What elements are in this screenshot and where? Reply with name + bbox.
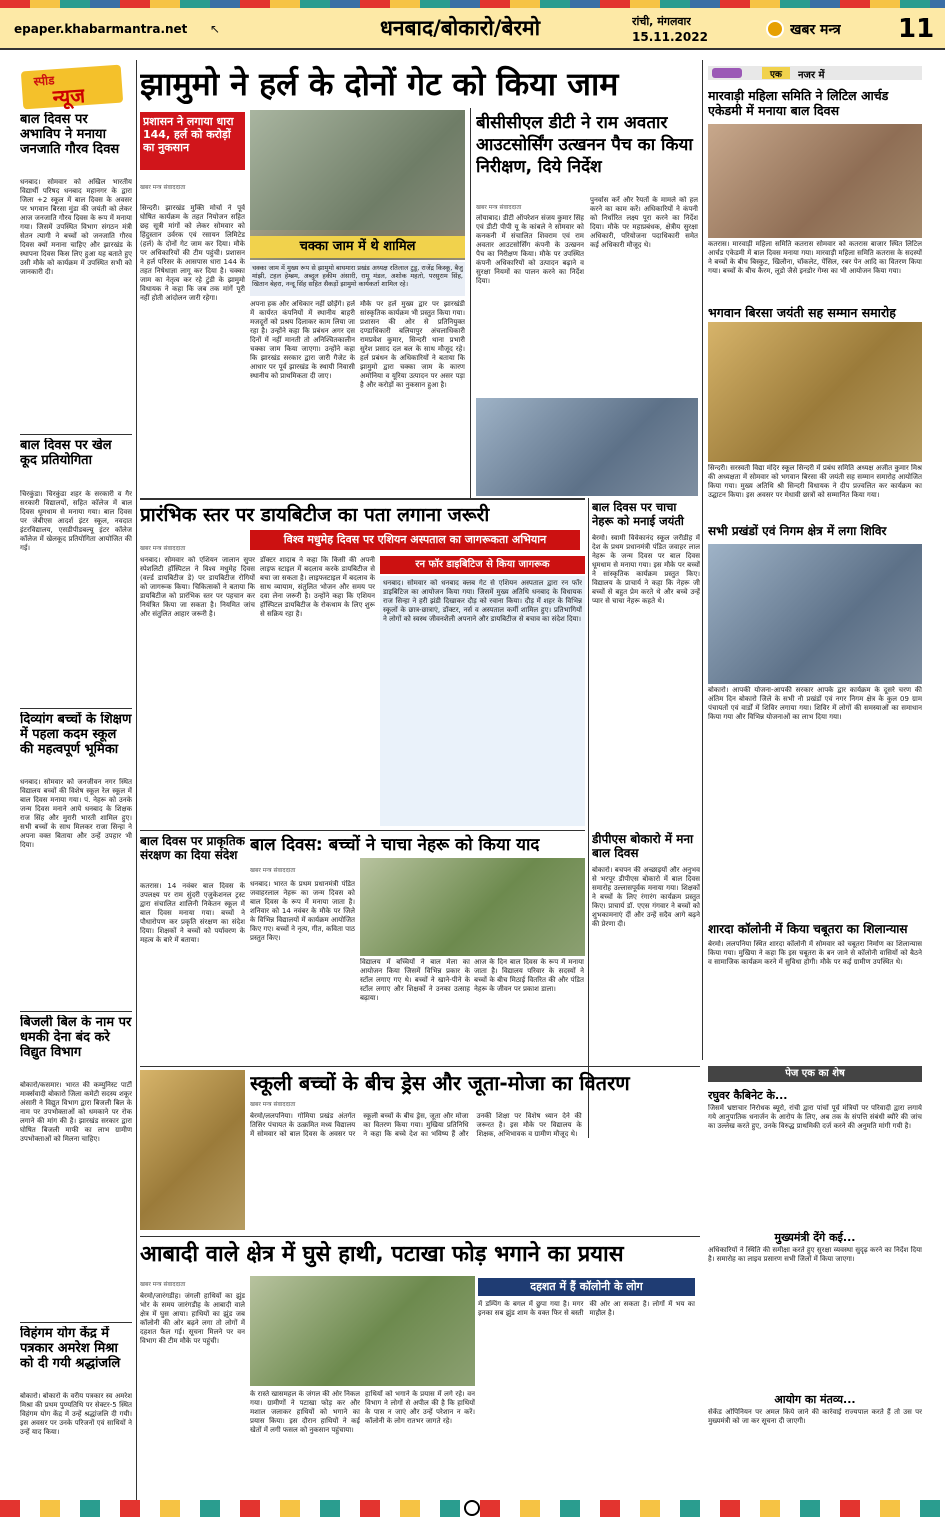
diabetes-body-col2: डॉक्टर शादाब ने कहा कि किसी की अपनी लाइफ स्टाइल में बदलाव करके डायबिटीज से बचा जा सकता है। लाइफस्टाइल में बदलाव के साथ व्यायाम, संतुलित भोजन और समय पर दवा लेना जरूरी है। उन्होंने कहा कि एशियन हॉस्पिटल डायबिटीज के रोकथाम के लिए शुरू से सक्रिय रहा है।	[260, 556, 375, 618]
header-date: 15.11.2022	[632, 30, 708, 44]
page-one-s2-title: मुख्यमंत्री देंगे कई...	[774, 1231, 856, 1244]
right-item1-body: कतरास। मारवाड़ी महिला समिति कतरास सोमवार को कतरास बाजार स्थित लिटिल आर्चड एकेडमी में बाल दिवस मनाया गया। मारवाड़ी महिला समिति कतरास के सदस्यों ने बच्चों के बीच बिस्कुट, खिलौना, चॉकलेट, पेंसिल, रबर पेन आदि का वितरण किया गया। बच्चों के बीच कैरम, लूडो जैसे इनडोर गेम्स का भी आयोजन किया गया।	[708, 240, 922, 275]
lead-body-col3: मौके पर हर्ल मुख्य द्वार पर झारखंडी सांस्कृतिक कार्यक्रम भी प्रस्तुत किया गया। प्रशासन की ओर से प्रतिनियुक्त दण्डाधिकारी बलियापुर अंचलाधिकारी रामप्रवेश कुमार, सिन्दरी थाना प्रभारी सुरेश प्रसाद दल बल के साथ मौजूद रहे। हर्ल प्रबंधन के अधिकारियों ने बताया कि झामुमो द्वारा चक्का जाम के कारण अमोनिया व यूरिया उत्पादन पर असर पड़ा है और करोड़ों का नुकसान हुआ है।	[360, 300, 465, 389]
bcc-body-col1: लोयाबाद। डीटी ऑपरेशन संजय कुमार सिंह एवं डीटी पीपी यू के कांबले ने सोमवार को कनकनी में संचालित शिवराम एवं राम अवतार आउटसोर्सिंग कंपनी के उत्खनन पैच का निरीक्षण किया। मौके पर उपस्थित कंपनी अधिकारियों को उत्पादन बढ़ाने व सुरक्षा नियमों का पालन करने का निर्देश दिया।	[476, 214, 584, 285]
left-item-2-body: चिरकुंडा। चिरकुंडा शहर के सरकारी व गैर सरकारी विद्यालयों, सहित कॉलेज में बाल दिवस धूमधाम से मनाया गया। बाल दिवस पर जेबीएस आदर्श इंटर स्कूल, नवदात इंटरविद्यालय, एसडीपीडबल्यू इंटर कॉलेज कॉलेज में खेलकूद प्रतियोगिता आयोजित की गई।	[20, 490, 132, 552]
bal-diwas-byline: खबर मन्त्र संवाददाता	[250, 867, 296, 874]
lead-body-col1: सिन्दरी। झारखंड मुक्ति मोर्चा ने पूर्व घोषित कार्यक्रम के तहत नियोजन सहित छह सूत्री मांगों को लेकर सोमवार को हिंदुस्तान उर्वरक एवं रसायन लिमिटेड (हर्ल) के दोनों गेट जाम कर दिया। मौके पर अधिकारियों की टीम पहुंची। प्रशासन ने हर्ल परिसर के आसपास धारा 144 के तहत निषेधाज्ञा लागू कर दिया है। चक्का जाम का नेतृत्व कर रहे टुंडी के झामुमो विधायक ने कहा कि जब तक मांगें पूरी नहीं होती आंदोलन जारी रहेगा।	[140, 204, 245, 302]
elephant-body-col1: बेरमो/जारंगडीह। जंगली हाथियों का झुंड भोर के समय जारंगडीह के आबादी वाले क्षेत्र में घुस आया। हाथियों का झुंड जब कॉलोनी की ओर बढ़ने लगा तो लोगों में दहशत फैल गई। सूचना मिलने पर वन विभाग की टीम मौके पर पहुंची।	[140, 1292, 245, 1345]
right-item3-photo	[708, 544, 922, 684]
page-one-s1-body: जिसमें भ्रष्टाचार निरोधक ब्यूरो, रांची द्वारा पांचों पूर्व मंत्रियों पर परिवादी द्वारा लगाये गये आनुपातिक धनार्जन के आरोप के लिए, अब तक के संपत्ति संबंधी ब्यौरे की जांच का उल्लेख करते हुए, उनके विरुद्ध प्राथमिकी दर्ज करने की अनुमति मांगी गयी है।	[708, 1104, 922, 1130]
bcc-body-col2: पुनर्वास करें और रैयतों के मामले को हल करने का काम करें। अधिकारियों ने कंपनी को निर्धारित लक्ष्य पूरा करने का निर्देश दिया। मौके पर महाप्रबंधक, क्षेत्रीय सुरक्षा अधिकारी, परियोजना पदाधिकारी समेत कई अधिकारी मौजूद थे।	[590, 196, 698, 249]
diabetes-kicker: विश्व मधुमेह दिवस पर एशियन अस्पताल का जागरूकता अभियान	[250, 530, 580, 550]
bcc-headline: बीसीसीएल डीटी ने राम अवतार आउटसोर्सिंग उत्खनन पैच का किया निरीक्षण, दिये निर्देश	[476, 113, 693, 177]
prakriti-title: बाल दिवस पर प्राकृतिक संरक्षण का दिया संदेश	[140, 834, 245, 862]
page-one-s3-title: आयोग का मंतव्य...	[774, 1393, 856, 1406]
elephant-body-col2: के रास्ते खासमहल के जंगल की ओर निकल गया। ग्रामीणों ने पटाखा फोड़ कर और मशाल जलाकर हाथियों को भगाने का प्रयास किया। इस दौरान हाथियों ने कई खेतों में लगी फसल को नुकसान पहुंचाया।	[250, 1390, 360, 1434]
run-for-diabetes-body: धनबाद। सोमवार को धनबाद क्लब गेट से एशियन अस्पताल द्वारा रन फॉर डाइबिटिज का आयोजन किया गया। जिसमें मुख्य अतिथि धनबाद के विधायक राज सिन्हा ने हरी झंडी दिखाकर दौड़ को रवाना किया। दौड़ में शहर के विभिन्न स्कूलों के छात्र-छात्राएं, डॉक्टर, नर्स व अस्पताल कर्मी शामिल हुए। प्रतिभागियों ने लोगों को स्वस्थ जीवनशैली अपनाने और डायबिटीज से बचाव का संदेश दिया।	[383, 579, 582, 623]
lead-kicker-box	[140, 112, 245, 170]
lead-kicker: प्रशासन ने लगाया धारा 144, हर्ल को करोड़ों का नुकसान	[143, 115, 234, 154]
elephant-headline: आबादी वाले क्षेत्र में घुसे हाथी, पटाखा फोड़ भगाने का प्रयास	[140, 1242, 624, 1267]
elephant-subhead: दहशत में हैं कॉलोनी के लोग	[478, 1278, 695, 1296]
bal-diwas-body-col3: आज के दिन बाल दिवस के रूप में मनाया जाता है। विद्यालय परिवार के सदस्यों ने बच्चों के बीच मिठाई वितरित की और पंडित नेहरू के जीवन पर प्रकाश डाला।	[474, 958, 584, 993]
lead-byline: खबर मन्त्र संवाददाता	[140, 184, 186, 191]
ek-nazar-bar	[708, 66, 922, 80]
left-column-divider	[136, 60, 137, 1500]
dps-body: बोकारो। बचपन की अच्छाइयों और अनुभव से भरपूर डीपीएस बोकारो में बाल दिवस समारोह उल्लासपूर्वक मनाया गया। शिक्षकों ने बच्चों के लिए रंगारंग कार्यक्रम प्रस्तुत किए। प्राचार्य डॉ. एएस गंगवार ने बच्चों को शुभकामनाएं दीं और उन्हें सदैव आगे बढ़ने की प्रेरणा दी।	[592, 866, 700, 928]
right-item3-title: सभी प्रखंडों एवं निगम क्षेत्र में लगा शिविर	[708, 524, 887, 538]
diabetes-body-col1: धनबाद। सोमवार को एशियन जालान सुपर स्पेशलिटी हॉस्पिटल ने विश्व मधुमेह दिवस (वर्ल्ड डायबिटीज डे) पर डायबिटीज रोगियों को जागरूक किया। चिकित्सकों ने बताया कि डायबिटीज को प्रारंभिक स्तर पर पहचान कर नियंत्रित किया जा सकता है। नियमित जांच और संतुलित आहार जरूरी है।	[140, 556, 255, 618]
page-number: 11	[898, 14, 935, 44]
right-column-divider	[702, 60, 703, 1060]
bal-diwas-rule	[140, 830, 585, 831]
diabetes-top-rule	[140, 498, 585, 500]
bal-diwas-photo	[360, 858, 585, 956]
elephant-photo	[250, 1276, 475, 1386]
cursor-icon: ↖	[210, 22, 221, 36]
section-title: धनबाद/बोकारो/बेरमो	[379, 16, 541, 40]
lead-photo-caption: चक्का जाम में मुख्य रूप से झामुमो बाघमारा प्रखंड अध्यक्ष रतिलाल टुडू, राजेंद्र किस्कू, बैजु मांझी, टहल हेम्ब्रम, अब्दुल हकीम अंसारी, रामू मंडल, अशोक महतो, परसुराम सिंह, खितान बेहरा, नन्दू सिंह सहित सैकड़ों झामुमो कार्यकर्ता शामिल रहे।	[252, 264, 463, 288]
left-item-3-body: धनबाद। सोमवार को जनजीवन नगर स्थित विद्यालय बच्चों की विशेष स्कूल रेल स्कूल में बाल दिवस मनाया गया। पं. नेहरू को उनके जन्म दिवस मनाने आये धनबाद के शिक्षक राज सिंह और मुरारी भारती शामिल हुए। सभी बच्चों के साथ मिलकर राजा सिन्हा ने अपना वक्त बिताया और उन्हें उपहार भी दिया।	[20, 778, 132, 849]
left-item-1-title: बाल दिवस पर अभाविप ने मनाया जनजाति गौरव दिवस	[20, 112, 120, 157]
left-item-4-body: बोकारो/कसमार। भारत की कम्युनिस्ट पार्टी मार्क्सवादी बोकारो जिला कमेटी सदस्य शकूर अंसारी ने विद्युत विभाग द्वारा बिजली बिल के नाम पर उपभोक्ताओं को धमकाने पर रोक लगाने की मांग की है। झारखंड सरकार द्वारा घोषित बिजली माफी का लाभ ग्रामीण उपभोक्ताओं को मिलना चाहिए।	[20, 1081, 132, 1143]
ek-nazar-logo-icon	[712, 68, 742, 78]
page-one-s1-title: रघुवर कैबिनेट के...	[708, 1089, 788, 1102]
right-item2-photo	[708, 322, 922, 462]
left-item-3-title: दिव्यांग बच्चों के शिक्षण में पहला कदम स्कूल की महत्वपूर्ण भूमिका	[20, 712, 132, 757]
nehru-body: बेरमो। स्वामी विवेकानंद स्कूल जरीडीह में देश के प्रथम प्रधानमंत्री पंडित जवाहर लाल नेहरू के जन्म दिवस पर बाल दिवस धूमधाम से मनाया गया। इस मौके पर बच्चों ने सांस्कृतिक कार्यक्रम प्रस्तुत किए। विद्यालय के प्राचार्य ने कहा कि नेहरू जी बच्चों से बहुत प्रेम करते थे और बच्चे उन्हें प्यार से चाचा नेहरू कहते थे।	[592, 534, 700, 605]
elephant-byline: खबर मन्त्र संवाददाता	[140, 1281, 186, 1288]
right-item1-title: मारवाड़ी महिला समिति ने लिटिल आर्चड एकेडमी में मनाया बाल दिवस	[708, 88, 889, 118]
header-city-day: रांची, मंगलवार	[632, 15, 691, 28]
color-registration-strip	[0, 0, 945, 8]
elephant-body-col4: में डम्पिंग के बगल में छुपा गया है। मगर इनका सब झुंड शाम के वक्त फिर से बस्ती की ओर आ सकता है। लोगों में भय का माहौल है।	[478, 1300, 695, 1317]
bcc-photo	[476, 398, 698, 496]
left-item-1-body: धनबाद। सोमवार को अखिल भारतीय विद्यार्थी परिषद धनबाद महानगर के द्वारा जिला +2 स्कूल में बाल दिवस के अवसर पर भगवान बिरसा मुंडा की जयंती को लेकर आज जनजाति गौरव दिवस के रूप में मनाया गया। जिसमें उपस्थित विभाग संगठन मंत्री सेतन त्यागी ने बच्चों को जनजाति गौरव दिवस क्यों मनाना चाहिए और झारखंड के स्थापना दिवस किस लिए हुआ यह बताते हुए उसी मौके को कार्यक्रम में उपस्थित सभी को जानकारी दी।	[20, 178, 132, 276]
elephant-rule	[140, 1236, 700, 1237]
lead-body-col2: अपना हक और अधिकार नहीं छोड़ेंगे। हर्ल में कार्यरत कंपनियों में स्थानीय बाहरी मजदूरों को प्रश्रय दिलाकर काम लिया जा रहा है। उन्होंने कहा कि प्रबंधन अगर दस दिनों में नहीं मानती तो अनिश्चितकालीन चक्का जाम किया जाएगा। उन्होंने कहा कि झारखंड सरकार द्वारा जारी गैजेट के आधार पर पूर्व झारखंड के स्थायी निवासी स्थानीय को प्राथमिकता दी जाए।	[250, 300, 355, 380]
bcc-byline: खबर मन्त्र संवाददाता	[476, 204, 522, 211]
prakriti-body: कतरास। 14 नवंबर बाल दिवस के उपलक्ष्य पर राम सुंदरी एजुकेशनल ट्रस्ट द्वारा संचालित शालिनी निकेतन स्कूल में बाल दिवस मनाया गया। बच्चों ने पौधारोपण कर प्रकृति संरक्षण का संदेश दिया। शिक्षकों ने बच्चों को पर्यावरण के महत्व के बारे में बताया।	[140, 882, 245, 944]
diabetes-byline: खबर मन्त्र संवाददाता	[140, 545, 186, 552]
brand-logo-icon	[766, 20, 784, 38]
elephant-body-col3: हाथियों को भगाने के प्रयास में लगे रहे। वन विभाग ने लोगों से अपील की है कि हाथियों के पास न जाएं और उन्हें परेशान न करें। कॉलोनी के लोग रातभर जागते रहे।	[365, 1390, 475, 1425]
ek-title: नजर में	[798, 70, 825, 81]
left-column	[20, 112, 132, 1497]
left-item-5-title: विहंगम योग केंद्र में पत्रकार अमरेश मिश्रा को दी गयी श्रद्धांजलि	[20, 1326, 121, 1371]
bal-diwas-body-col2: विद्यालय में बच्चियों ने बाल मेला का आयोजन किया जिसमें विभिन्न प्रकार के स्टॉल लगाए गए थे। बच्चों ने खाने-पीने के स्टॉल लगाए और शिक्षकों ने उनका उत्साह बढ़ाया।	[360, 958, 470, 1002]
nehru-title: बाल दिवस पर चाचा नेहरू को मनाई जयंती	[592, 500, 684, 528]
speed-news-logo-bottom: न्यूज	[51, 83, 86, 110]
page-one-s3-body: सेकेंड ओपिनियन पर अमल किये जाने की कार्रवाई राज्यपाल करते हैं तो उस पर मुख्यमंत्री को जा कर सूचना दी जाएगी।	[708, 1408, 922, 1425]
run-for-diabetes-title: रन फॉर डाइबिटिज से किया जागरूक	[380, 556, 585, 574]
ek-label: एक	[762, 67, 790, 79]
speed-news-logo	[21, 65, 123, 110]
right-item1-photo	[708, 124, 922, 238]
right-item4-title: शारदा कॉलोनी में किया चबूतरा का शिलान्यास	[708, 922, 908, 936]
right-item2-title: भगवान बिरसा जयंती सह सम्मान समारोह	[708, 305, 896, 320]
run-for-diabetes-box	[380, 576, 585, 826]
left-item-5-body: बोकारो। बोकारो के वरीय पत्रकार स्व अमरेश मिश्रा की प्रथम पुण्यतिथि पर सेक्टर-5 स्थित विहंगम योग केंद्र में उन्हें श्रद्धांजलि दी गयी। इस अवसर पर उनके परिजनों एवं साथियों ने उन्हें याद किया।	[20, 1392, 132, 1436]
nehru-divider	[588, 498, 589, 1138]
right-item4-body: बेरमो। ललपनिया स्थित शारदा कॉलोनी में सोमवार को चबूतरा निर्माण का शिलान्यास किया गया। मुखिया ने कहा कि इस चबूतरा के बन जाने से कॉलोनी वासियों को बैठने व सामाजिक कार्यक्रम करने में सुविधा होगी। मौके पर कई ग्रामीण उपस्थित थे।	[708, 940, 922, 966]
bal-diwas-headline: बाल दिवस: बच्चों ने चाचा नेहरू को किया याद	[250, 835, 540, 855]
left-item-2-title: बाल दिवस पर खेल कूद प्रतियोगिता	[20, 438, 112, 468]
right-item2-body: सिन्दरी। सरस्वती विद्या मंदिर स्कूल सिन्दरी में प्रबंध समिति अध्यक्ष अजीत कुमार मिश्र की अध्यक्षता में सोमवार को भगवान बिरसा की जयंती सह सम्मान समारोह आयोजित किया गया। मुख्य अतिथि श्री सिन्दरी विधायक ने दीप प्रज्वलित कर कार्यक्रम का उद्घाटन किया। इस अवसर पर मेधावी छात्रों को सम्मानित किया गया।	[708, 464, 922, 499]
page-one-s2-body: अधिकारियों ने स्थिति की समीक्षा करते हुए सुरक्षा व्यवस्था सुदृढ़ करने का निर्देश दिया है। समारोह का लाइव प्रसारण सभी जिलों में किया जाएगा।	[708, 1246, 922, 1263]
brand-name: खबर मन्त्र	[790, 22, 841, 38]
bal-diwas-body-col1: धनबाद। भारत के प्रथम प्रधानमंत्री पंडित जवाहरलाल नेहरू का जन्म दिवस को बाल दिवस के रूप में मनाया जाता है। शनिवार को 14 नवंबर के मौके पर जिले के विभिन्न विद्यालयों में कार्यक्रम आयोजित किए गए। बच्चों ने नृत्य, गीत, कविता पाठ प्रस्तुत किए।	[250, 880, 355, 942]
speed-news-logo-top: स्पीड	[33, 73, 55, 89]
lead-photo-caption-title: चक्का जाम में थे शामिल	[250, 236, 465, 258]
dps-title: डीपीएस बोकारो में मना बाल दिवस	[592, 832, 694, 860]
page-one-header: पेज एक का शेष	[708, 1066, 922, 1082]
dress-byline: खबर मन्त्र संवाददाता	[250, 1101, 296, 1108]
dress-photo	[140, 1070, 245, 1230]
dress-headline: स्कूली बच्चों के बीच ड्रेस और जूता-मोजा का वितरण	[250, 1071, 630, 1095]
dress-rule	[140, 1066, 700, 1067]
diabetes-headline: प्रारंभिक स्तर पर डायबिटीज का पता लगाना जरूरी	[140, 504, 490, 526]
page-header	[0, 8, 945, 50]
registration-mark-icon	[464, 1500, 480, 1516]
left-item-4-title: बिजली बिल के नाम पर धमकी देना बंद करे विद्युत विभाग	[20, 1015, 132, 1060]
right-item3-body: बोकारो। आपकी योजना-आपकी सरकार आपके द्वार कार्यक्रम के दूसरे चरण की अंतिम दिन बोकारो जिले के सभी नौ प्रखंडों एवं नगर निगम क्षेत्र के कुल 09 ग्राम पंचायतों एवं वार्डों में शिविर लगाया गया। शिविर में लोगों की समस्याओं का समाधान किया गया और विभिन्न योजनाओं का लाभ दिया गया।	[708, 686, 922, 721]
header-url[interactable]: epaper.khabarmantra.net	[14, 22, 188, 36]
bcc-divider	[470, 108, 471, 498]
lead-photo-caption-box	[250, 262, 465, 296]
lead-headline: झामुमो ने हर्ल के दोनों गेट को किया जाम	[140, 65, 619, 103]
dress-body: बेरमो/ललपनिया। गोमिया प्रखंड अंतर्गत तिसिर पंचायत के उत्क्रमित मध्य विद्यालय में सोमवार को बाल दिवस के अवसर पर स्कूली बच्चों के बीच ड्रेस, जूता और मोजा का वितरण किया गया। मुखिया प्रतिनिधि ने कहा कि बच्चे देश का भविष्य हैं और उनकी शिक्षा पर विशेष ध्यान देने की जरूरत है। इस मौके पर विद्यालय के शिक्षक, अभिभावक व ग्रामीण मौजूद थे।	[250, 1112, 582, 1138]
